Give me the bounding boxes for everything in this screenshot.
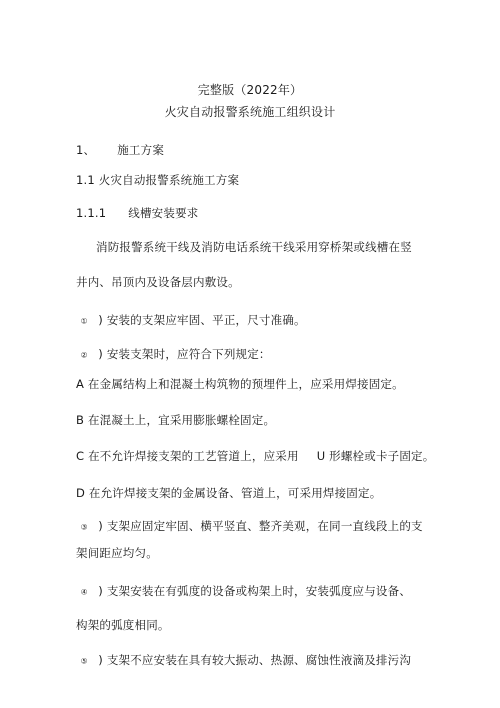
- list-item-1: [80, 313, 306, 329]
- list-item-c-part2: U 形螺栓或卡子固定。: [316, 449, 435, 463]
- list-item-5-line1: [80, 653, 411, 669]
- list-item-4-line1: [80, 584, 411, 600]
- document-title-line2: 火灾自动报警系统施工组织设计: [164, 105, 336, 119]
- section-1-1-heading: 1.1 火灾自动报警系统施工方案: [76, 173, 240, 187]
- list-item-3-text: ) 支架应固定牢固、横平竖直、整齐美观，在同一直线段上的支: [98, 519, 423, 533]
- list-marker-5: ⑤: [80, 657, 88, 667]
- section-1-heading: [76, 143, 164, 157]
- list-item-a: A 在金属结构上和混凝土构筑物的预埋件上，应采用焊接固定。: [76, 377, 404, 391]
- section-1-1-1-number: 1.1.1: [76, 206, 107, 220]
- list-item-b: B 在混凝土上，宜采用膨胀螺栓固定。: [76, 413, 276, 427]
- list-item-3-line2: 架间距应均匀。: [76, 546, 158, 560]
- section-1-title: 施工方案: [117, 143, 165, 157]
- list-item-4-text: ) 支架安装在有弧度的设备或构架上时，安装弧度应与设备、: [98, 584, 412, 598]
- list-item-2-text: ) 安装支架时，应符合下列规定：: [98, 347, 271, 361]
- list-item-c-part1: C 在不允许焊接支架的工艺管道上，应采用: [76, 449, 299, 463]
- list-item-c: [76, 449, 434, 463]
- list-item-3-line1: [80, 519, 423, 535]
- section-1-1-1-heading: [76, 206, 198, 220]
- section-1-1-1-title: 线槽安装要求: [128, 206, 199, 220]
- list-marker-1: ①: [80, 317, 88, 327]
- list-marker-2: ②: [80, 351, 88, 361]
- list-item-1-text: ) 安装的支架应牢固、平正，尺寸准确。: [98, 313, 306, 327]
- list-item-2: [80, 347, 271, 363]
- list-marker-3: ③: [80, 523, 88, 533]
- list-item-d: D 在允许焊接支架的金属设备、管道上，可采用焊接固定。: [76, 486, 382, 500]
- document-title-line1: 完整版（2022年）: [197, 83, 303, 97]
- list-marker-4: ④: [80, 588, 88, 598]
- section-1-number: 1、: [76, 143, 96, 157]
- paragraph-1-line1: 消防报警系统干线及消防电话系统干线采用穿桥架或线槽在竖: [96, 240, 412, 254]
- paragraph-1-line2: 井内、吊顶内及设备层内敷设。: [76, 275, 240, 289]
- list-item-4-line2: 构架的弧度相同。: [76, 618, 170, 632]
- list-item-5-text: ) 支架不应安装在具有较大振动、热源、腐蚀性液滴及排污沟: [98, 653, 412, 667]
